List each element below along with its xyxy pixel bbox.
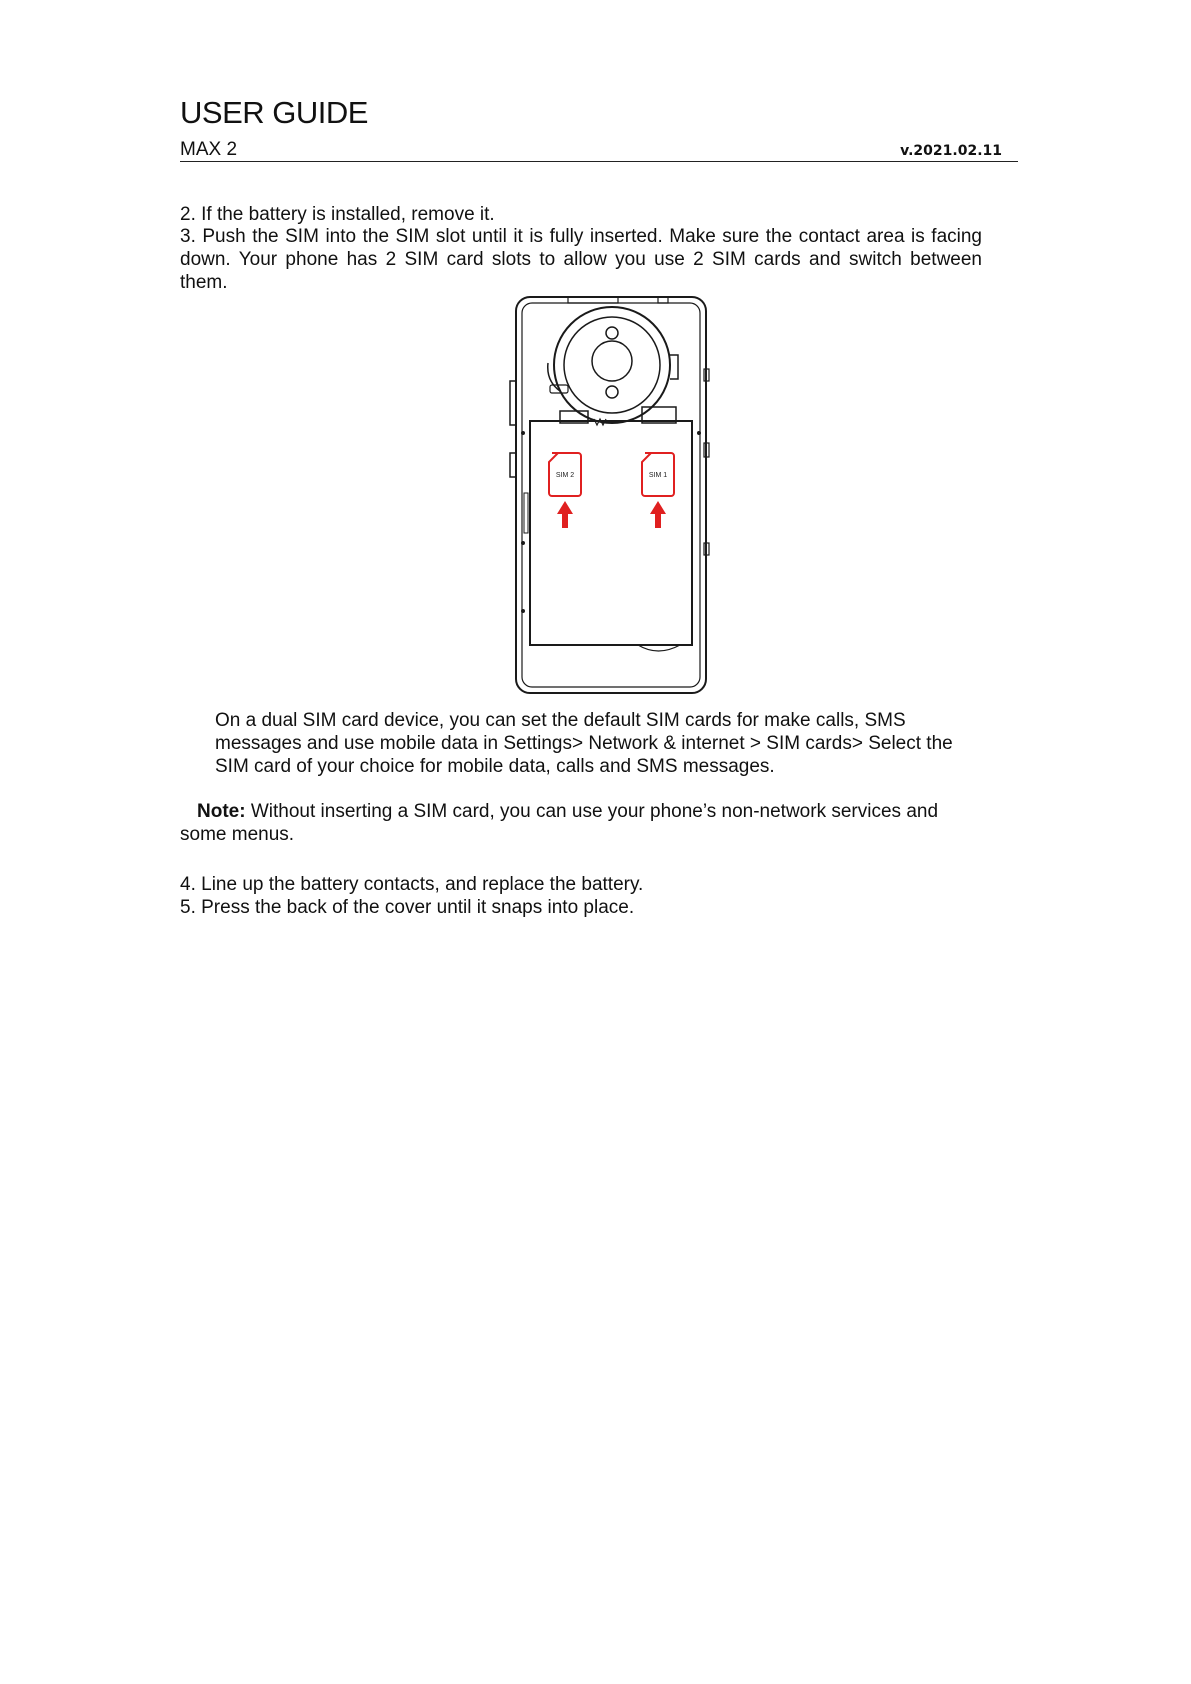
- step-2-text: 2. If the battery is installed, remove it.: [180, 204, 495, 225]
- sim-2-insert-arrow-icon: [557, 501, 573, 528]
- camera-lens: [592, 341, 632, 381]
- header-divider: [180, 161, 1018, 162]
- page-title: USER GUIDE: [180, 95, 368, 130]
- camera-module-outer: [554, 307, 670, 423]
- dual-sim-settings-text: On a dual SIM card device, you can set the default SIM cards for make calls, SMS messages and use mobile data in Settings> Network & internet > SIM cards> Select the SIM card of your choice for mobile data, calls and SMS messages.: [215, 710, 953, 777]
- camera-flash: [606, 327, 618, 339]
- sim-1-insert-arrow-icon: [650, 501, 666, 528]
- phone-sim-diagram: [508, 293, 712, 697]
- step-5-text: 5. Press the back of the cover until it snaps into place.: [180, 897, 635, 918]
- sim-1-label: SIM 1: [648, 472, 668, 479]
- note-paragraph: [180, 800, 985, 846]
- phone-back-illustration: [508, 293, 712, 697]
- step-3-text: 3. Push the SIM into the SIM slot until it is fully inserted. Make sure the contact area is facing down. Your phone has 2 SIM card slots to allow you use 2 SIM cards and switch between them.: [180, 226, 982, 293]
- camera-sensor: [606, 386, 618, 398]
- note-label: Note:: [197, 801, 246, 822]
- sim-2-label: SIM 2: [555, 472, 575, 479]
- version-label: v.2021.02.11: [900, 143, 1002, 159]
- product-name: MAX 2: [180, 139, 238, 160]
- step-4-text: 4. Line up the battery contacts, and replace the battery.: [180, 874, 644, 895]
- note-body: Without inserting a SIM card, you can use your phone’s non-network services and some menus.: [180, 801, 939, 845]
- header-subrow: [180, 139, 1018, 163]
